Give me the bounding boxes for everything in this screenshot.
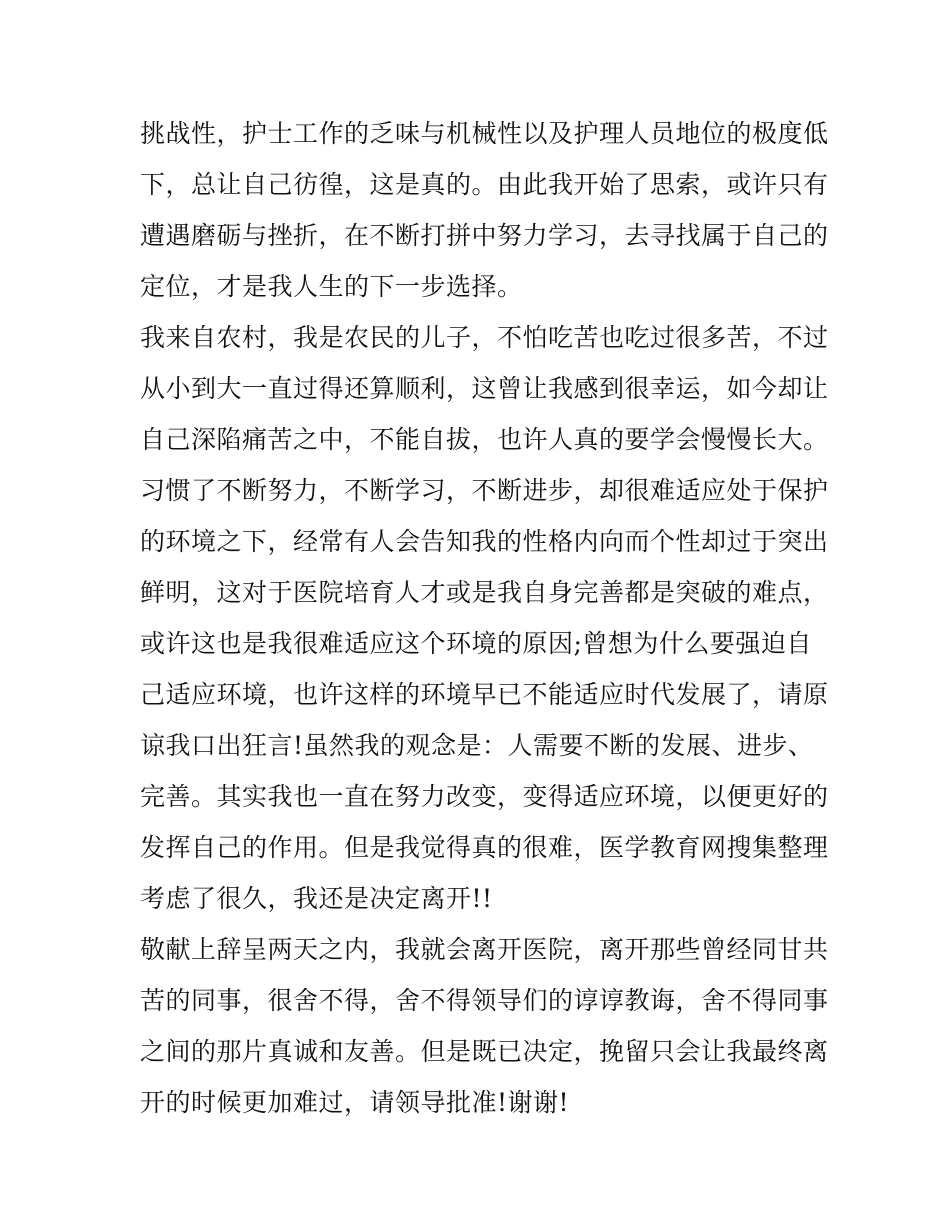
text-line: 苦的同事，很舍不得，舍不得领导们的谆谆教诲，舍不得同事 <box>140 986 829 1015</box>
text-line: 谅我口出狂言!虽然我的观念是：人需要不断的发展、进步、 <box>140 731 814 760</box>
text-line: 己适应环境，也许这样的环境早已不能适应时代发展了，请原 <box>140 680 829 709</box>
paragraph-2 <box>140 312 829 924</box>
paragraph-3 <box>140 924 829 1128</box>
text-line: 敬献上辞呈两天之内，我就会离开医院，离开那些曾经同甘共 <box>140 935 829 964</box>
text-line: 开的时候更加难过，请领导批准!谢谢! <box>140 1088 570 1117</box>
text-line: 挑战性，护士工作的乏味与机械性以及护理人员地位的极度低 <box>140 119 829 148</box>
text-line: 鲜明，这对于医院培育人才或是我自身完善都是突破的难点， <box>140 578 829 607</box>
body-text <box>140 108 829 1128</box>
text-line: 定位，才是我人生的下一步选择。 <box>140 272 523 301</box>
text-line: 从小到大一直过得还算顺利，这曾让我感到很幸运，如今却让 <box>140 374 829 403</box>
text-line: 自己深陷痛苦之中，不能自拔，也许人真的要学会慢慢长大。 <box>140 425 829 454</box>
text-line: 我来自农村，我是农民的儿子，不怕吃苦也吃过很多苦，不过 <box>140 323 829 352</box>
text-line: 或许这也是我很难适应这个环境的原因;曾想为什么要强迫自 <box>140 629 812 658</box>
text-line: 发挥自己的作用。但是我觉得真的很难，医学教育网搜集整理 <box>140 833 829 862</box>
text-line: 完善。其实我也一直在努力改变，变得适应环境，以便更好的 <box>140 782 829 811</box>
text-line: 下，总让自己彷徨，这是真的。由此我开始了思索，或许只有 <box>140 170 829 199</box>
text-line: 遭遇磨砺与挫折，在不断打拼中努力学习，去寻找属于自己的 <box>140 221 829 250</box>
text-line: 考虑了很久，我还是决定离开!! <box>140 884 493 913</box>
text-line: 的环境之下，经常有人会告知我的性格内向而个性却过于突出 <box>140 527 829 556</box>
text-line: 习惯了不断努力，不断学习，不断进步，却很难适应处于保护 <box>140 476 829 505</box>
paragraph-1 <box>140 108 829 312</box>
text-line: 之间的那片真诚和友善。但是既已决定，挽留只会让我最终离 <box>140 1037 829 1066</box>
